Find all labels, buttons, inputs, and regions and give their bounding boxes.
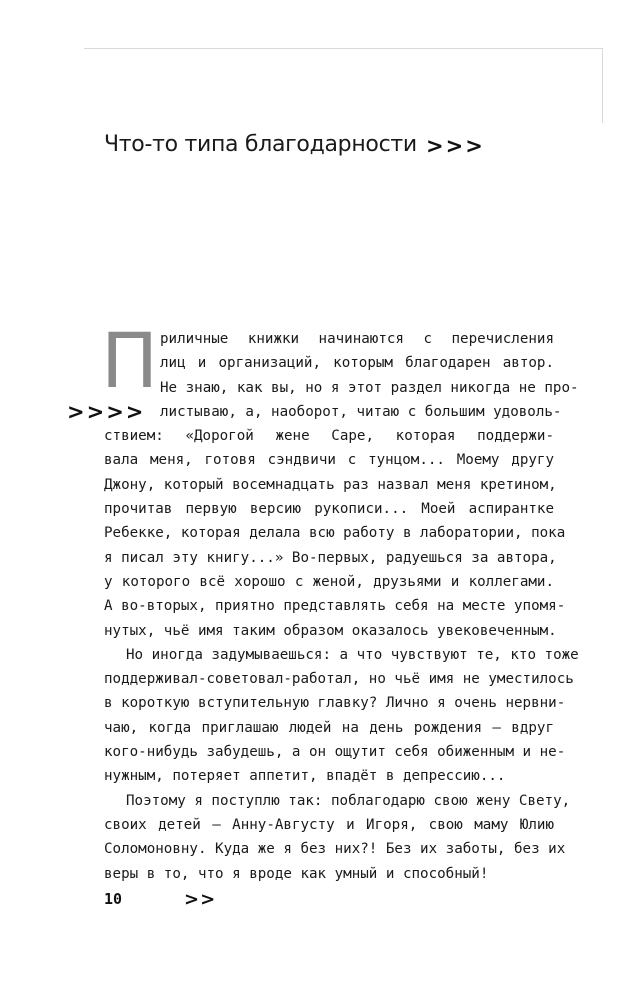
body-line: лиц и организаций, которым благодарен автор. <box>160 355 554 372</box>
body-line: нужным, потеряет аппетит, впадёт в депрессию... <box>104 768 506 785</box>
body-line: у которого всё хорошо с женой, друзьями и коллегами. <box>104 573 554 590</box>
body-line: в короткую вступительную главку? Лично я очень нервни- <box>104 695 566 712</box>
body-text <box>104 327 579 886</box>
body-line: кого-нибудь забудешь, а он ощутит себя обиженным и не- <box>104 744 566 761</box>
chapter-title: Что-то типа благодарности <box>104 132 417 157</box>
body-line: прочитав первую версию рукописи... Моей аспирантке <box>104 501 554 518</box>
page-frame-top-rule <box>84 48 602 49</box>
body-line: Ребекке, которая делала всю работу в лаборатории, пока <box>104 525 566 542</box>
footer-arrows-icon: >> <box>184 889 217 910</box>
body-line: Поэтому я поступлю так: поблагодарю свою жену Свету, <box>126 792 571 809</box>
drop-cap: П <box>101 316 159 405</box>
body-line: я писал эту книгу...» Во-первых, радуешься за автора, <box>104 549 557 566</box>
title-arrows-icon: >>> <box>426 134 485 158</box>
body-line: Соломоновну. Куда же я без них?! Без их заботы, без их <box>104 841 566 858</box>
body-line: поддерживал-советовал-работал, но чьё имя не уместилось <box>104 671 574 688</box>
body-line: листываю, а, наоборот, читаю с большим удоволь- <box>160 403 562 420</box>
body-line: ствием: «Дорогой жене Саре, которая поддержи- <box>104 428 554 445</box>
body-line: Не знаю, как вы, но я этот раздел никогда не про- <box>160 379 579 396</box>
body-line: А во-вторых, приятно представлять себя на месте упомя- <box>104 598 566 615</box>
page-number: 10 <box>104 890 123 908</box>
body-line: Но иногда задумываешься: а что чувствуют те, кто тоже <box>126 646 579 663</box>
body-line: вала меня, готовя сэндвичи с тунцом... Моему другу <box>104 452 554 469</box>
side-arrows-icon: >>>> <box>67 400 146 424</box>
body-line: риличные книжки начинаются с перечисления <box>160 331 554 347</box>
page-frame-right-rule <box>602 48 603 123</box>
body-line: чаю, когда приглашаю людей на день рождения — вдруг <box>104 719 554 736</box>
body-line: своих детей — Анну-Августу и Игоря, свою маму Юлию <box>104 816 554 833</box>
body-line: Джону, который восемнадцать раз назвал меня кретином, <box>104 476 557 493</box>
body-line: веры в то, что я вроде как умный и способный! <box>104 865 489 882</box>
body-line: нутых, чьё имя таким образом оказалось увековеченным. <box>104 622 557 639</box>
